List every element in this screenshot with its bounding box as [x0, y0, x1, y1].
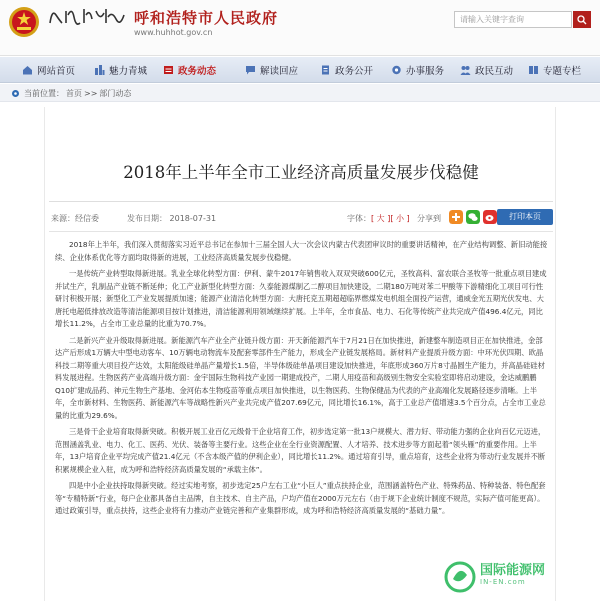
article-body — [55, 239, 549, 522]
service-icon — [391, 65, 402, 75]
article-source: 来源：经信委 — [51, 214, 99, 223]
article-date: 发布日期： 2018-07-31 — [127, 214, 217, 223]
nav-item-label: 解读回应 — [260, 66, 299, 77]
nav-item-news[interactable] — [163, 57, 216, 83]
nav-item-charm[interactable] — [94, 57, 147, 83]
article-meta — [51, 209, 551, 227]
mongolian-script-logo — [46, 5, 130, 27]
article-paragraph: 一是传统产业转型取得新进展。乳业全球化转型方面：伊利、蒙牛2017年销售收入双双突破600亿元，圣牧高科、富农联合圣牧等一批重点项目建成并试生产，乳制品产业链不断延伸；化工产业新型化转型方面：久泰能源煤制乙二醇项目加快建设，二期180万吨对苯二甲酸等下游精细化工项目可行性研讨积极开展；新型化工产业发展提质加速；能源产业清洁化转型方面：大唐托克五期超超临界燃煤发电机组全面投产运营，通威金光五期光伏发电、大唐托电超低排放改造等清洁能源项目按计划推进，清洁能源利用领域继续扩展。上半年，全市食品、电力、石化等传统产业共完成产值496.4亿元，同比增长11.2%，占全市工业总量的比重为70.7%。 — [55, 269, 547, 328]
location-icon — [11, 89, 20, 98]
font-small-button[interactable]: [ 小 ] — [390, 214, 410, 223]
watermark-subtext: IN-EN.com — [480, 578, 526, 586]
energy-logo-icon — [444, 561, 476, 593]
article-paragraph: 2018年上半年，我们深入贯彻落实习近平总书记在参加十三届全国人大一次会议内蒙古代表团审议时的重要讲话精神，在产业结构调整、新旧动能接续、企业体系优化等方面均取得新的进展，工业经济高质量发展步伐稳健。 — [55, 240, 548, 262]
nav-item-interpret[interactable] — [245, 57, 298, 83]
nav-item-service[interactable] — [391, 57, 444, 83]
breadcrumb-section[interactable]: 部门动态 — [99, 89, 132, 98]
article-paragraph: 三是骨干企业培育取得新突破。积极开展工业百亿元级骨干企业培育工作，初步选定第一批13户规模大、潜力好、带动能力强的企业向百亿元迈进，范围涵盖乳业、电力、化工、医药、光伏、装备等主要行业。这些企业在全行业资源配置、人才培养、技术进步等方面起着“领头雁”的重要作用。上半年，13户培育企业平均完成产值21.4亿元（不含本级产值的伊利企业），同比增长11.2%。通过培育引导，重点培育，这些企业将为带动行业发展并不断积累规模企业入驻，成为呼和浩特经济高质量发展的“承载主体”。 — [55, 427, 546, 474]
share-label: 分享到 — [417, 214, 441, 223]
nav-item-label: 政务动态 — [178, 66, 217, 77]
site-name[interactable]: 呼和浩特市人民政府 — [134, 9, 279, 27]
nav-item-label: 魅力青城 — [109, 66, 148, 77]
wechat-share-icon[interactable] — [466, 210, 480, 224]
national-emblem-icon — [8, 6, 40, 38]
nav-item-interaction[interactable] — [460, 57, 513, 83]
city-icon — [94, 65, 105, 75]
font-label: 字体： — [347, 214, 371, 223]
breadcrumb-prefix: 当前位置： — [24, 89, 64, 98]
chat-icon — [245, 65, 256, 75]
main-nav — [0, 57, 600, 83]
nav-item-home[interactable] — [22, 57, 75, 83]
nav-item-label: 网站首页 — [37, 66, 76, 77]
nav-item-label: 专题专栏 — [543, 66, 582, 77]
article-title: 2018年上半年全市工业经济高质量发展步伐稳健 — [123, 163, 479, 182]
nav-item-topics[interactable] — [528, 57, 581, 83]
search-icon — [577, 15, 587, 25]
search-input[interactable]: 请输入关键字查询 — [454, 11, 572, 28]
font-size-control — [347, 213, 410, 224]
share-plus-icon[interactable] — [449, 210, 463, 224]
meta-divider — [49, 231, 553, 232]
print-button[interactable]: 打印本页 — [497, 209, 553, 225]
weibo-share-icon[interactable] — [483, 210, 497, 224]
title-divider — [49, 201, 553, 202]
nav-item-label: 政务公开 — [335, 66, 374, 77]
font-large-button[interactable]: [ 大 ] — [371, 214, 391, 223]
breadcrumb-separator: >> — [84, 89, 98, 98]
doc-icon — [320, 65, 331, 75]
site-domain: www.huhhot.gov.cn — [134, 28, 213, 37]
nav-item-open[interactable] — [320, 57, 373, 83]
nav-item-label: 办事服务 — [406, 66, 445, 77]
news-icon — [163, 65, 174, 75]
article-paragraph: 二是新兴产业升级取得新进展。新能源汽车产业全产业链升级方面：开天新能源汽车于7月21日在加快推进，新建整车制造项目正在加快推进，金部达产后形成1万辆大中型电动客车、10万辆电动物流车及配套零部件生产能力，形成全产业链发展格局。新材料产业提质升级方面：中环光伏四期、欧晶科技二期等重大项目投产达效，太阳能级硅单晶产量增长1.5倍，半导体级硅单晶项目建设加快推进，年底形成360万片8寸晶圆生产能力，并高晶硅硅材料发展进程。生物医药产业高端升级方面：金宇国际生物科技产业园一期建成投产，二期人用疫苗和高级别生物安全实验室即将启动建设，金达威鹏鹏Q10扩建成品药、神元生物生产基地、金河佑本生物疫苗等重点项目加快推进，以生物医药、生物保健品为代表的产业高端化发展路径逐步清晰。上半年，全市新材料、生物医药、新能源汽车等战略性新兴产业共完成产值207.69亿元，同比增长16.1%，高于工业总产值增速3.5个百分点，占全市工业总量的比重为29.6%。 — [55, 335, 546, 420]
home-icon — [22, 65, 33, 75]
site-header — [0, 0, 600, 56]
nav-item-label: 政民互动 — [475, 66, 514, 77]
breadcrumb-home[interactable]: 首页 — [66, 89, 82, 98]
search-button[interactable] — [573, 11, 591, 28]
article-paragraph: 四是中小企业扶持取得新突破。经过实地考察，初步选定25户左右工业“小巨人”重点扶持企业，范围涵盖特色产业、特殊药品、特种装备、特色配套等“专精特新”行业，每户企业都具备自主品牌，自主技术、自主产品，户均产值在2000万元左右（由于规下企业统计制度不规范，实际产值可能更高）。通过政策引导，重点扶持，这些企业将有力推动产业链完善和产业集群形成，成为呼和浩特经济高质量发展的“基础力量”。 — [55, 481, 546, 515]
breadcrumb — [0, 84, 600, 102]
watermark-logo — [444, 559, 598, 599]
watermark-text: 国际能源网 — [480, 563, 546, 578]
people-icon — [460, 65, 471, 75]
column-icon — [528, 65, 539, 75]
article-container — [44, 107, 556, 601]
